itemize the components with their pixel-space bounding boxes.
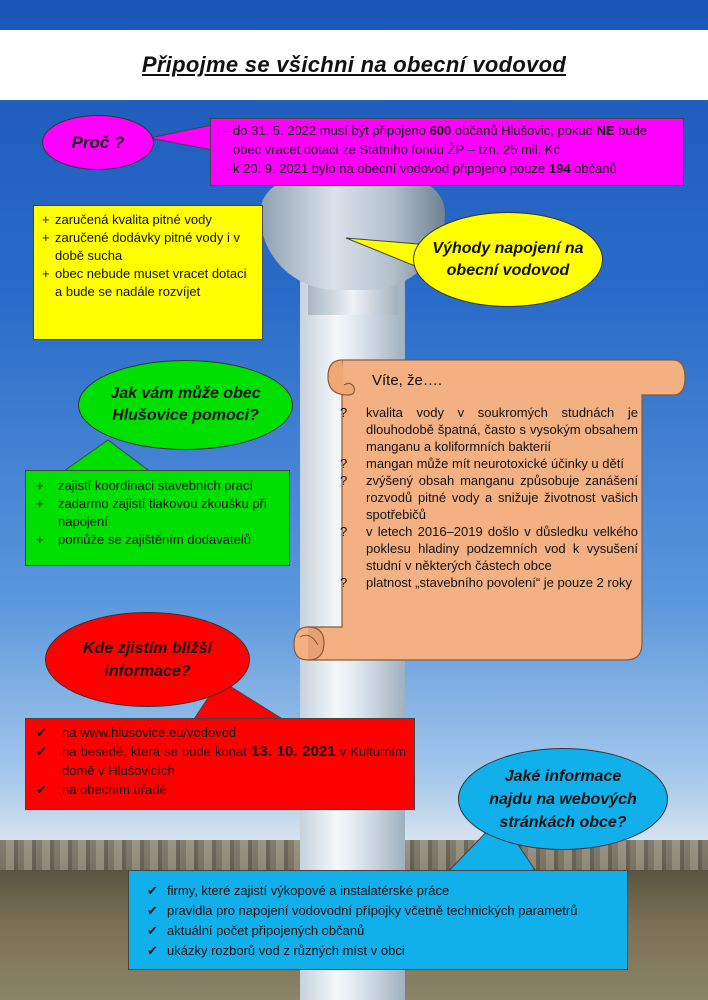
plus-icon: + (36, 478, 44, 493)
list-item: + zajistí koordinaci stavebních prací (36, 478, 254, 493)
dash-icon: – (223, 161, 231, 176)
help-label: Jak vám může obec Hlušovice pomoci? (110, 385, 261, 424)
list-item: + pomůže se zajištěním dodavatelů (36, 532, 251, 547)
list-item: + zadarmo zajistí tlakovou zkoušku při napojení (36, 496, 267, 529)
connected-count: 194 (548, 161, 571, 176)
plus-icon: + (42, 230, 50, 245)
moreinfo-box (25, 718, 415, 810)
why-bubble (42, 115, 154, 170)
question-icon: ? (340, 405, 348, 420)
plus-icon: + (36, 496, 44, 511)
why-box (210, 118, 684, 186)
required-count: 600 (429, 123, 452, 138)
ne-word: NE (596, 123, 615, 138)
list-item: + zaručené dodávky pitné vody i v době sucha (42, 230, 240, 263)
list-item: ? mangan může mít neurotoxické účinky u dětí (340, 456, 624, 471)
benefits-label: Výhody napojení na obecní vodovod (432, 239, 584, 279)
help-bubble (78, 360, 293, 450)
check-icon: ✔ (147, 903, 158, 918)
help-box (25, 470, 290, 566)
plus-icon: + (42, 266, 50, 281)
list-item: ? zvýšený obsah manganu způsobuje zanášení rozvodů pitné vody a snižuje životnost vašich spotřebičů (340, 473, 638, 522)
web-label: Jaké informace najdu na webových stránkách obce? (489, 767, 637, 831)
list-item: ? v letech 2016–2019 došlo v důsledku velkého poklesu hladiny podzemních vod k vysušení studní v některých částech obce (340, 524, 638, 573)
question-icon: ? (340, 473, 348, 488)
question-icon: ? (340, 575, 348, 590)
list-item: ✔ aktuální počet připojených občanů (147, 921, 619, 941)
question-icon: ? (340, 456, 348, 471)
didyouknow-heading: Víte, že…. (372, 372, 443, 389)
list-item: ✔ firmy, které zajistí výkopové a instalatérské práce (147, 881, 619, 901)
list-item: ✔ pravidla pro napojení vodovodní přípojky včetně technických parametrů (147, 901, 619, 921)
list-item: ? kvalita vody v soukromých studnách je dlouhodobě špatná, často s vysokým obsahem manganu a koliformních bakterií (340, 405, 638, 454)
why-label: Proč ? (71, 132, 125, 152)
check-icon: ✔ (147, 883, 158, 898)
check-icon: ✔ (36, 744, 47, 759)
list-item (36, 723, 406, 742)
list-item: ✔ na besedě, která se bude konat 13. 10. 2021 v Kulturním domě v Hlušovicích (36, 743, 406, 778)
list-item: + obec nebude muset vracet dotaci a bude se nadále rozvíjet (42, 266, 247, 299)
dash-icon: – (223, 123, 231, 138)
web-bubble (458, 748, 668, 850)
check-icon: ✔ (36, 782, 47, 797)
list-item: + zaručená kvalita pitné vody (42, 212, 212, 227)
web-box (128, 870, 628, 970)
moreinfo-bubble (45, 612, 250, 707)
plus-icon: + (36, 532, 44, 547)
moreinfo-label: Kde zjistím bližší informace? (83, 639, 212, 680)
question-icon: ? (340, 524, 348, 539)
list-item: ✔ ukázky rozborů vod z různých míst v obci (147, 941, 619, 961)
benefits-bubble (413, 212, 603, 307)
why-pointer (150, 125, 212, 150)
website-link[interactable]: na www.hlusovice.eu/vodovod (62, 725, 237, 740)
why-item: – do 31. 5. 2022 musí být připojeno 600 občanů Hlušovic, pokud NE bude obec vracet dotaci ze Státního fondu ŽP – tzn. 25 mil. Kč (223, 123, 648, 157)
meeting-date: 13. 10. 2021 (251, 743, 336, 760)
why-item: – k 20. 9. 2021 bylo na obecní vodovod připojeno pouze 194 občanů (223, 161, 617, 176)
check-icon: ✔ (147, 923, 158, 938)
benefits-box (33, 205, 263, 340)
check-icon: ✔ (36, 725, 47, 740)
plus-icon: + (42, 212, 50, 227)
check-icon: ✔ (147, 943, 158, 958)
list-item: ? platnost „stavebního povolení“ je pouze 2 roky (340, 575, 632, 590)
list-item: ✔ na obecním úřadě (36, 782, 167, 797)
didyouknow-list (340, 404, 638, 591)
page-title: Připojme se všichni na obecní vodovod (141, 52, 567, 77)
